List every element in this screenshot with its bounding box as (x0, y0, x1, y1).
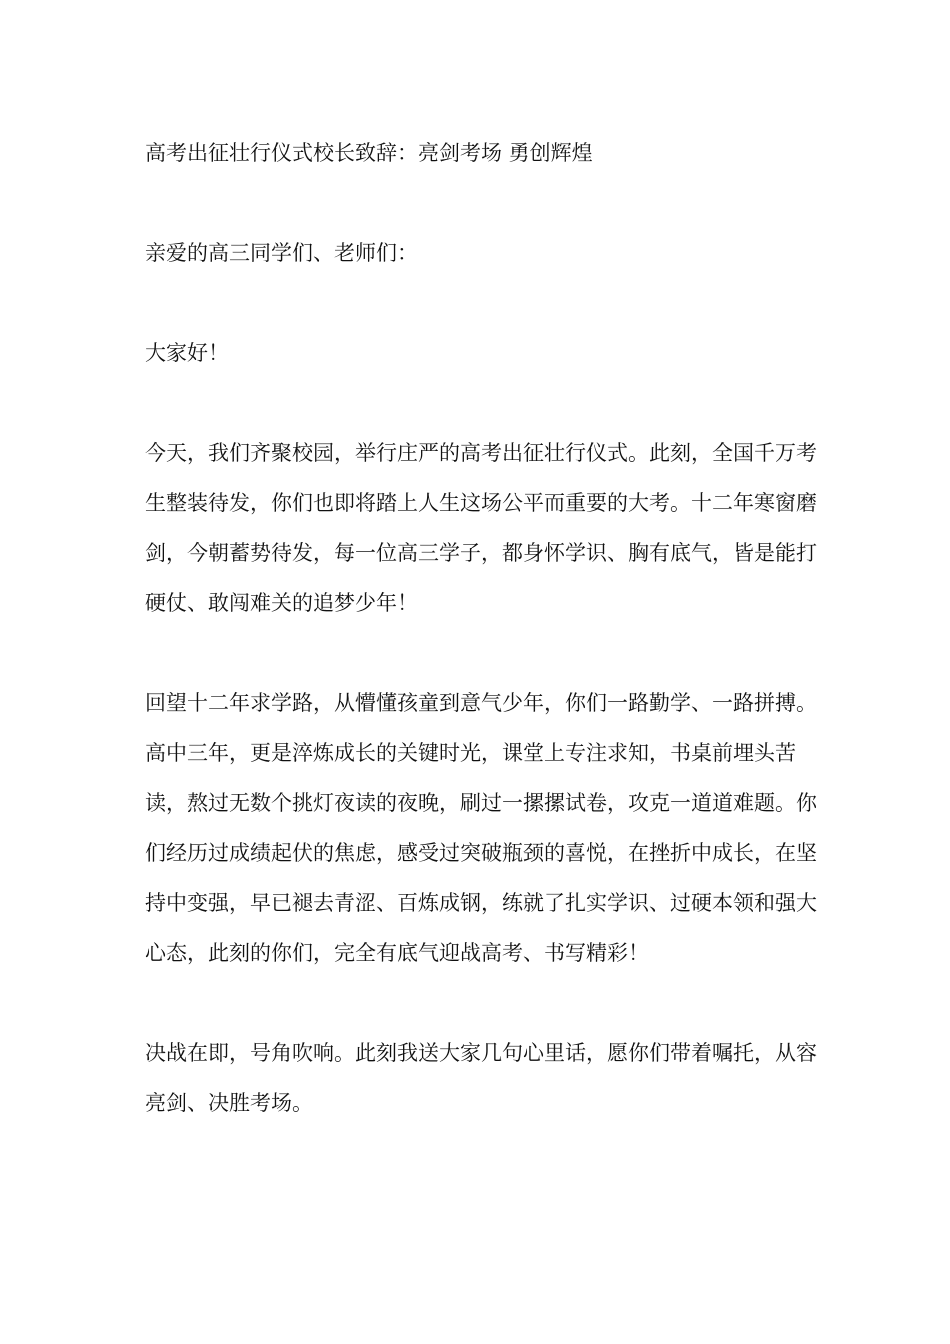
document-content (145, 128, 835, 1178)
document-title: 高考出征壮行仪式校长致辞：亮剑考场 勇创辉煌 (145, 141, 593, 165)
salutation: 亲爱的高三同学们、老师们： (145, 241, 418, 265)
greeting: 大家好！ (145, 341, 229, 365)
body-paragraph-1: 今天，我们齐聚校园，举行庄严的高考出征壮行仪式。此刻，全国千万考生整装待发，你们也即将踏上人生这场公平而重要的大考。十二年寒窗磨剑，今朝蓄势待发，每一位高三学子，都身怀学识、胸有底气，皆是能打硬仗、敢闯难关的追梦少年！ (145, 441, 817, 615)
body-paragraph-3: 决战在即，号角吹响。此刻我送大家几句心里话，愿你们带着嘱托，从容亮剑、决胜考场。 (145, 1041, 817, 1115)
body-paragraph-2: 回望十二年求学路，从懵懂孩童到意气少年，你们一路勤学、一路拼搏。高中三年，更是淬炼成长的关键时光，课堂上专注求知，书桌前埋头苦读，熬过无数个挑灯夜读的夜晚，刷过一摞摞试卷，攻克一道道难题。你们经历过成绩起伏的焦虑，感受过突破瓶颈的喜悦，在挫折中成长，在坚持中变强，早已褪去青涩、百炼成钢，练就了扎实学识、过硬本领和强大心态，此刻的你们，完全有底气迎战高考、书写精彩！ (145, 691, 817, 965)
